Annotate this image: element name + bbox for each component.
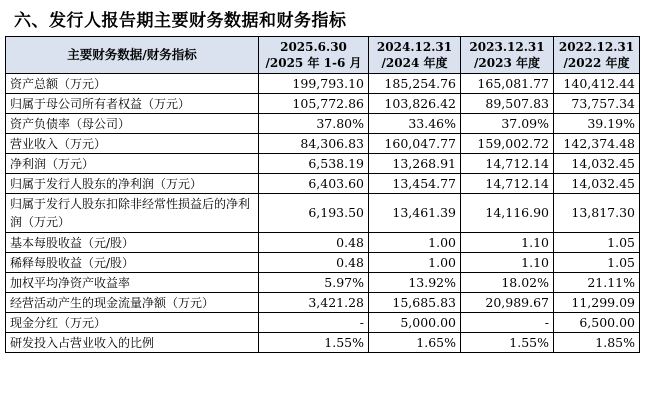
cell-value: 73,757.34 <box>554 94 640 114</box>
cell-value: 1.00 <box>369 233 461 253</box>
table-row <box>6 114 640 134</box>
header-label: 主要财务数据/财务指标 <box>6 37 259 74</box>
cell-value: 5.97% <box>259 273 369 293</box>
table-row <box>6 313 640 333</box>
cell-value: 37.09% <box>461 114 554 134</box>
cell-value: 15,685.83 <box>369 293 461 313</box>
cell-value: 18.02% <box>461 273 554 293</box>
cell-value: 84,306.83 <box>259 134 369 154</box>
table-row <box>6 253 640 273</box>
cell-value: 6,500.00 <box>554 313 640 333</box>
cell-value: 1.55% <box>259 333 369 353</box>
cell-value: 0.48 <box>259 233 369 253</box>
row-label: 基本每股收益（元/股） <box>6 233 259 253</box>
cell-value: 1.10 <box>461 253 554 273</box>
row-label: 归属于发行人股东的净利润（万元） <box>6 174 259 194</box>
header-period-line1: 2024.12.31 <box>376 40 453 54</box>
header-period-line2: /2024 年度 <box>381 56 448 70</box>
cell-value: 14,032.45 <box>554 154 640 174</box>
cell-value: 14,032.45 <box>554 174 640 194</box>
cell-value: 13,461.39 <box>369 194 461 233</box>
cell-value: 13,268.91 <box>369 154 461 174</box>
cell-value: 165,081.77 <box>461 74 554 94</box>
cell-value: 1.65% <box>369 333 461 353</box>
cell-value: 3,421.28 <box>259 293 369 313</box>
header-period-2022 <box>554 37 640 74</box>
header-period-line2: /2022 年度 <box>563 56 630 70</box>
cell-value: - <box>259 313 369 333</box>
cell-value: 20,989.67 <box>461 293 554 313</box>
row-label: 净利润（万元） <box>6 154 259 174</box>
cell-value: 1.10 <box>461 233 554 253</box>
cell-value: 37.80% <box>259 114 369 134</box>
cell-value: 13,454.77 <box>369 174 461 194</box>
cell-value: 105,772.86 <box>259 94 369 114</box>
table-row <box>6 74 640 94</box>
cell-value: 185,254.76 <box>369 74 461 94</box>
cell-value: 103,826.42 <box>369 94 461 114</box>
cell-value: 14,712.14 <box>461 154 554 174</box>
row-label: 稀释每股收益（元/股） <box>6 253 259 273</box>
cell-value: 5,000.00 <box>369 313 461 333</box>
cell-value: 1.55% <box>461 333 554 353</box>
cell-value: 160,047.77 <box>369 134 461 154</box>
table-row <box>6 134 640 154</box>
row-label: 研发投入占营业收入的比例 <box>6 333 259 353</box>
table-row <box>6 273 640 293</box>
cell-value: 1.05 <box>554 233 640 253</box>
row-label: 加权平均净资产收益率 <box>6 273 259 293</box>
cell-value: 14,712.14 <box>461 174 554 194</box>
header-period-2025h1 <box>259 37 369 74</box>
header-period-line2: /2023 年度 <box>474 56 540 70</box>
row-label: 营业收入（万元） <box>6 134 259 154</box>
row-label: 经营活动产生的现金流量净额（万元） <box>6 293 259 313</box>
cell-value: 6,193.50 <box>259 194 369 233</box>
header-period-line1: 2023.12.31 <box>469 40 545 54</box>
cell-value: 0.48 <box>259 253 369 273</box>
row-label: 资产总额（万元） <box>6 74 259 94</box>
header-period-line1: 2025.6.30 <box>280 40 347 54</box>
cell-value: 13,817.30 <box>554 194 640 233</box>
cell-value: 14,116.90 <box>461 194 554 233</box>
header-period-2023 <box>461 37 554 74</box>
financial-indicators-table <box>5 36 640 353</box>
header-period-2024 <box>369 37 461 74</box>
row-label: 归属于发行人股东扣除非经常性损益后的净利润（万元） <box>6 194 259 233</box>
table-row <box>6 94 640 114</box>
cell-value: 6,538.19 <box>259 154 369 174</box>
row-label: 现金分红（万元） <box>6 313 259 333</box>
table-row <box>6 194 640 233</box>
section-title: 六、发行人报告期主要财务数据和财务指标 <box>14 11 347 31</box>
cell-value: 13.92% <box>369 273 461 293</box>
header-period-line2: /2025 年 1-6 月 <box>265 56 362 70</box>
cell-value: 142,374.48 <box>554 134 640 154</box>
cell-value: - <box>461 313 554 333</box>
table-row <box>6 154 640 174</box>
row-label: 资产负债率（母公司） <box>6 114 259 134</box>
table-row <box>6 333 640 353</box>
cell-value: 159,002.72 <box>461 134 554 154</box>
table-row <box>6 174 640 194</box>
table-row <box>6 293 640 313</box>
table-header-row <box>6 37 640 74</box>
cell-value: 1.85% <box>554 333 640 353</box>
cell-value: 39.19% <box>554 114 640 134</box>
cell-value: 6,403.60 <box>259 174 369 194</box>
cell-value: 89,507.83 <box>461 94 554 114</box>
row-label: 归属于母公司所有者权益（万元） <box>6 94 259 114</box>
cell-value: 199,793.10 <box>259 74 369 94</box>
cell-value: 21.11% <box>554 273 640 293</box>
cell-value: 1.05 <box>554 253 640 273</box>
cell-value: 33.46% <box>369 114 461 134</box>
cell-value: 140,412.44 <box>554 74 640 94</box>
cell-value: 1.00 <box>369 253 461 273</box>
header-period-line1: 2022.12.31 <box>558 40 635 54</box>
table-row <box>6 233 640 253</box>
cell-value: 11,299.09 <box>554 293 640 313</box>
